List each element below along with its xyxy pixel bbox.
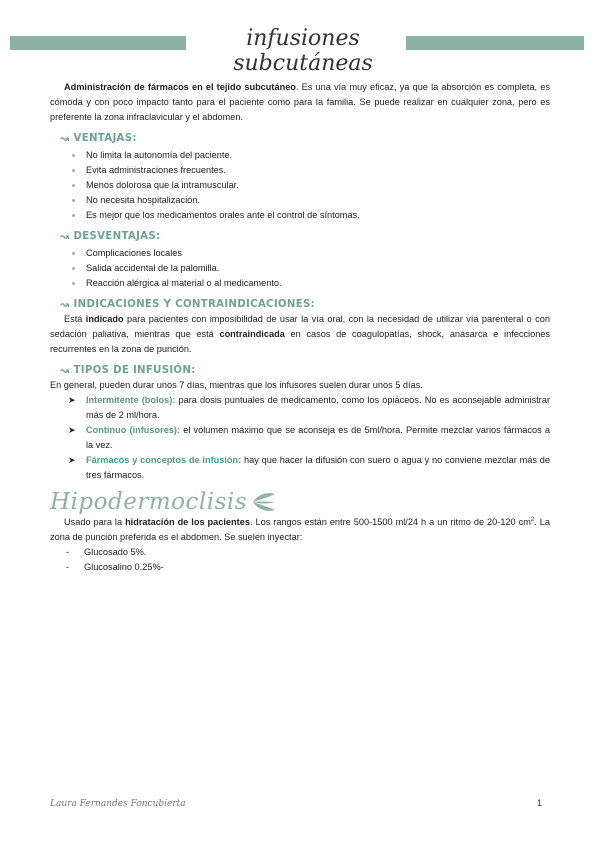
superscript: 2 <box>530 517 535 523</box>
curved-arrow-icon: ↝ <box>60 230 70 243</box>
ventajas-title: VENTAJAS: <box>73 133 137 144</box>
footer-author: Laura Fernandes Foncubierta <box>50 799 186 809</box>
list-item: - Glucosalino 0.25%- <box>66 560 550 575</box>
main-content <box>50 80 550 575</box>
list-item: Complicaciones locales <box>72 246 550 261</box>
curved-arrow-icon: ↝ <box>60 132 70 145</box>
text: para pacientes con imposibilidad de usar la vía oral, con la necesidad de utilizar vía parenteral o con sedación paliativa, mientras que está <box>50 314 550 339</box>
curved-arrow-icon: ↝ <box>60 364 70 377</box>
page-title: infusiones subcutáneas <box>233 26 373 76</box>
curved-arrow-icon: ↝ <box>60 298 70 311</box>
page-number: 1 <box>536 798 542 808</box>
intro-text: . Es una vía muy eficaz, ya que la absorción es completa, es cómoda y con poco impacto tanto para el paciente como para la familia. Se puede realizar en cualquier zona, pero es preferente la zona infraclavicular y el abdomen. <box>50 82 550 122</box>
indicaciones-title: INDICACIONES Y CONTRAINDICACIONES: <box>73 299 315 310</box>
list-item: Es mejor que los medicamentos orales ante el control de síntomas. <box>72 208 550 223</box>
text: Está <box>64 314 86 324</box>
desventajas-list <box>50 246 550 291</box>
ventajas-list <box>50 148 550 223</box>
page-footer <box>50 798 550 809</box>
hipodermoclisis-list <box>50 545 550 575</box>
text: hay que hacer la difusión con suero o agua y no conviene mezclar más de tres fármacos. <box>86 455 550 480</box>
tipos-list <box>50 393 550 483</box>
text: para dosis puntuales de medicamento, como los opiáceos. No es aconsejable administrar más de 2 ml/hora. <box>86 395 551 420</box>
list-item <box>68 453 550 483</box>
term: Fármacos y conceptos de infusión: <box>86 455 242 465</box>
list-item: Menos dolorosa que la intramuscular. <box>72 178 550 193</box>
list-item <box>68 393 550 423</box>
hipodermoclisis-paragraph <box>50 513 550 545</box>
list-item: - Glucosado 5%. <box>66 545 550 560</box>
leaf-icon <box>251 491 277 513</box>
chevron-right-icon: ➤ <box>68 395 76 405</box>
text: en casos de coagulopatías, shock, anasarca e infecciones recurrentes en la zona de punción. <box>50 329 551 354</box>
tipos-title: TIPOS DE INFUSIÓN: <box>73 365 196 376</box>
header-bar-left <box>10 36 186 50</box>
list-item: Reacción alérgica al material o al medicamento. <box>72 276 550 291</box>
section-title-desventajas <box>60 229 550 244</box>
section-title-ventajas <box>60 131 550 146</box>
indicaciones-paragraph <box>50 312 550 357</box>
term: Continuo (infusores): <box>86 425 181 435</box>
section-heading-hipodermoclisis <box>50 488 550 515</box>
hipodermoclisis-title: Hipodermoclisis <box>50 488 248 515</box>
text: Usado para la <box>64 517 126 528</box>
bold-indicado: indicado <box>85 314 124 324</box>
chevron-right-icon: ➤ <box>68 425 76 435</box>
tipos-intro: En general, pueden durar unos 7 días, mientras que los infusores suelen durar unos 5 días. <box>50 380 423 390</box>
page-header <box>10 26 590 76</box>
bold-contraindicada: contraindicada <box>219 329 285 339</box>
text: el volumen máximo que se aconseja es de 5ml/hora. Permite mezclar varios fármacos a la vez. <box>86 425 550 450</box>
list-item: Evita administraciones frecuentes. <box>72 163 550 178</box>
intro-paragraph <box>50 80 550 125</box>
desventajas-title: DESVENTAJAS: <box>73 231 161 242</box>
list-item: No necesita hospitalización. <box>72 193 550 208</box>
text: . La zona de punción preferida es el abdomen. Se suelen inyectar: <box>50 517 550 543</box>
chevron-right-icon: ➤ <box>68 455 76 465</box>
list-item: Salida accidental de la palomilla. <box>72 261 550 276</box>
list-item <box>68 423 550 453</box>
list-item: No limita la autonomía del paciente. <box>72 148 550 163</box>
text: . Los rangos están entre 500-1500 ml/24 h a un ritmo de 20-120 cm <box>249 517 531 528</box>
section-title-indicaciones <box>60 297 550 312</box>
header-bar-right <box>406 36 584 50</box>
term: Intermitente (bolos): <box>86 395 176 405</box>
bold-hidratacion: hidratación de los pacientes <box>125 517 250 528</box>
intro-bold: Administración de fármacos en el tejido subcutáneo <box>64 82 296 92</box>
section-title-tipos <box>60 363 550 378</box>
